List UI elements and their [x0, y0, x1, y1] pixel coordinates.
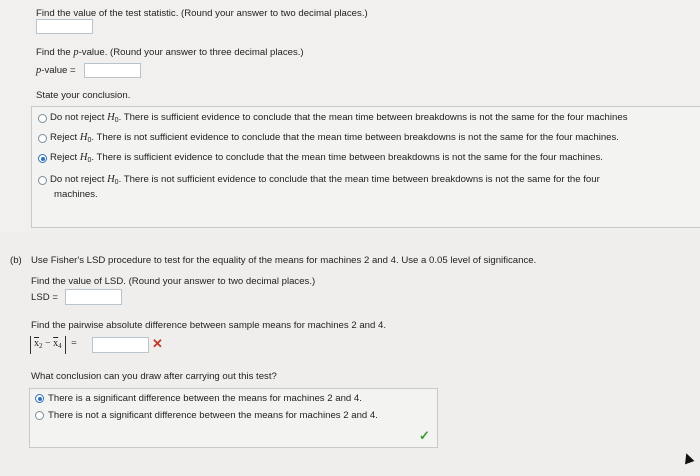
abs-difference-expression: $\overline{x}_2 - \overline{x}_4$ = [30, 336, 77, 354]
b-option-radio-1-selected[interactable] [35, 394, 44, 403]
pvalue-label: p-value = [36, 65, 76, 76]
part-b-label: (b) [10, 255, 22, 266]
option-label-4[interactable]: Do not reject $H_0$. There is not sufficient evidence to conclude that the mean time between breakdowns is not the same for the four [50, 174, 600, 186]
conclusion-options [31, 106, 700, 228]
option-radio-1[interactable] [38, 114, 47, 123]
test-statistic-input[interactable] [36, 19, 93, 34]
incorrect-icon: ✕ [152, 336, 163, 351]
b-option-label-2[interactable]: There is not a significant difference between the means for machines 2 and 4. [48, 410, 378, 421]
mouse-cursor-icon [682, 452, 695, 465]
option-radio-3-selected[interactable] [38, 154, 47, 163]
option-label-4-continued: machines. [54, 189, 98, 200]
conclusion-prompt: State your conclusion. [36, 90, 131, 101]
part-a-panel [0, 0, 700, 232]
option-radio-2[interactable] [38, 134, 47, 143]
correct-check-icon: ✓ [419, 428, 430, 443]
lsd-prompt: Find the value of LSD. (Round your answer to two decimal places.) [31, 276, 316, 287]
b-option-label-1[interactable]: There is a significant difference between the means for machines 2 and 4. [48, 393, 362, 404]
test-statistic-prompt: Find the value of the test statistic. (Round your answer to two decimal places.) [36, 8, 368, 19]
part-b-question: Use Fisher's LSD procedure to test for the equality of the means for machines 2 and 4. Use a 0.05 level of significance. [31, 255, 537, 266]
pvalue-input[interactable] [84, 63, 141, 78]
b-option-radio-2[interactable] [35, 411, 44, 420]
pvalue-prompt: Find the p-value. (Round your answer to three decimal places.) [36, 47, 304, 58]
b-conclusion-prompt: What conclusion can you draw after carrying out this test? [31, 371, 277, 382]
option-label-1[interactable]: Do not reject $H_0$. There is sufficient evidence to conclude that the mean time between breakdowns is not the same for the four machines [50, 112, 628, 124]
option-label-2[interactable]: Reject $H_0$. There is not sufficient evidence to conclude that the mean time between breakdowns is not the same for the four machines. [50, 132, 619, 144]
lsd-input[interactable] [65, 289, 122, 305]
option-label-3[interactable]: Reject $H_0$. There is sufficient evidence to conclude that the mean time between breakdowns is not the same for the four machines. [50, 152, 603, 164]
lsd-label: LSD = [31, 292, 58, 303]
diff-input[interactable] [92, 337, 149, 353]
b-conclusion-options [29, 388, 438, 448]
option-radio-4[interactable] [38, 176, 47, 185]
diff-prompt: Find the pairwise absolute difference between sample means for machines 2 and 4. [31, 320, 386, 331]
